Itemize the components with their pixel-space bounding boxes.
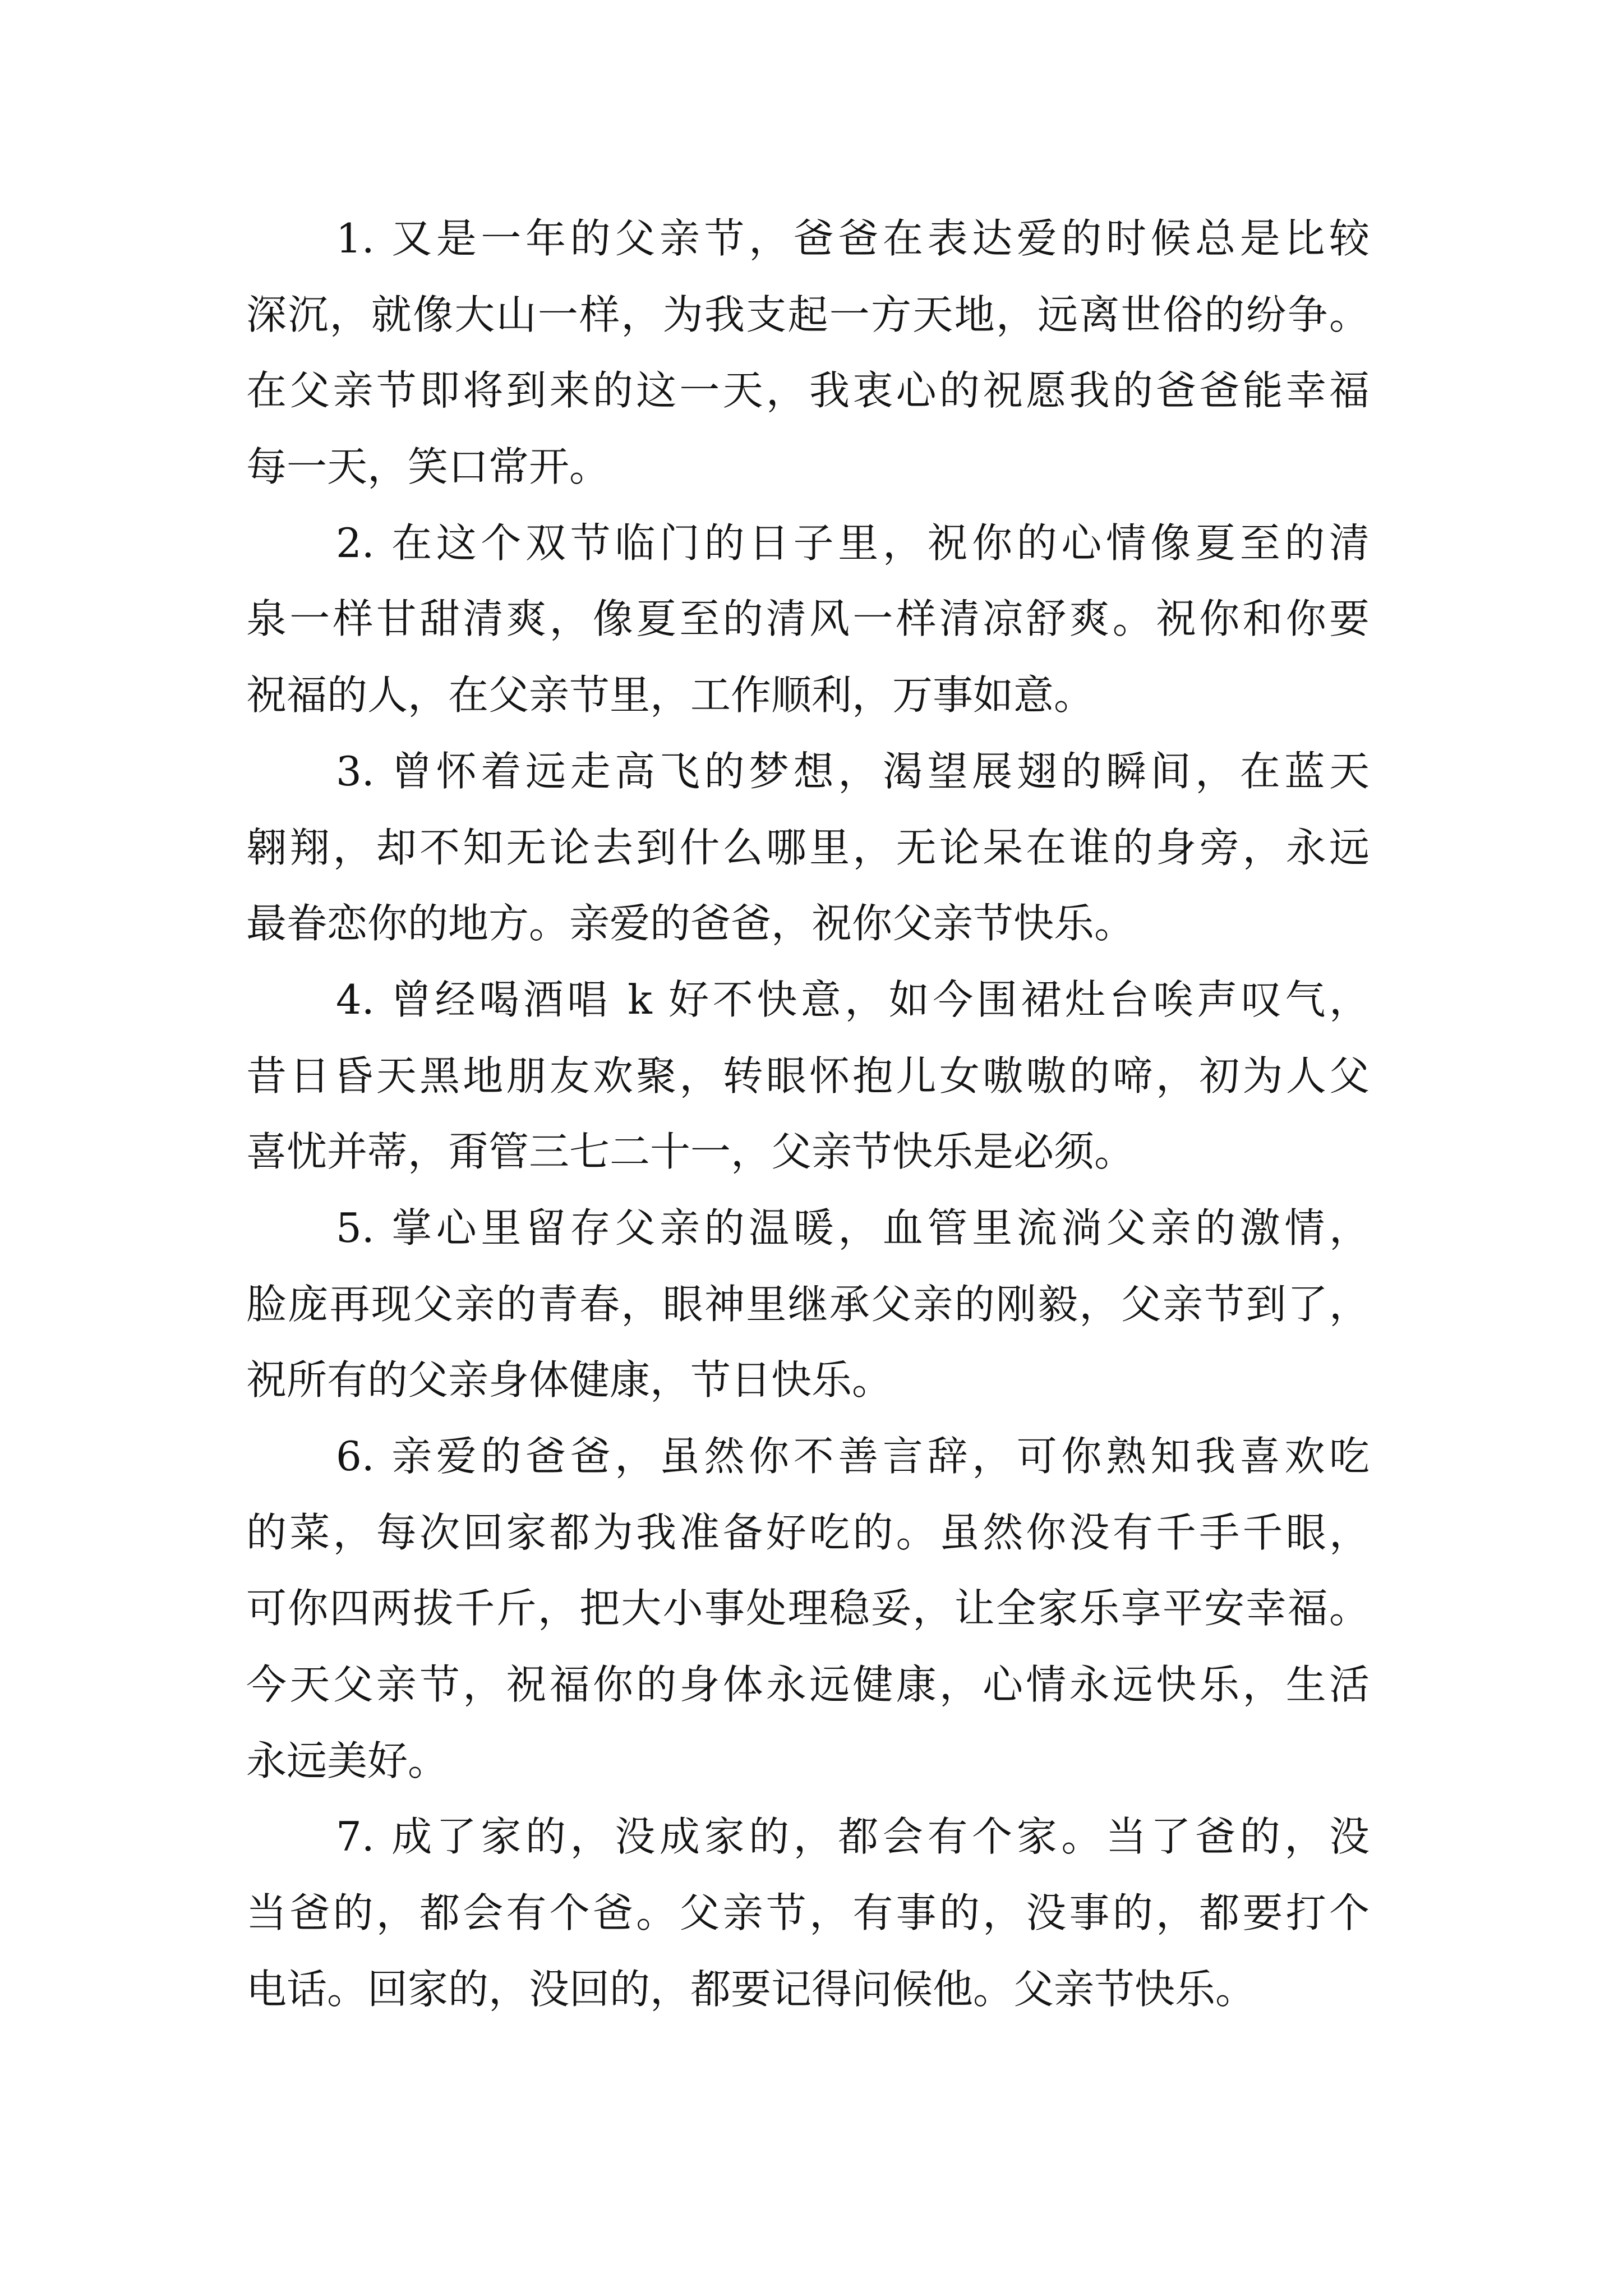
document-body <box>246 201 1370 2028</box>
paragraph-line: 泉一样甘甜清爽，像夏至的清风一样清凉舒爽。祝你和你要 <box>246 595 1370 643</box>
paragraph-line: 喜忧并蒂，甭管三七二十一，父亲节快乐是必须。 <box>246 1128 1135 1176</box>
paragraph-line: 1. 又是一年的父亲节，爸爸在表达爱的时候总是比较 <box>336 215 1370 262</box>
paragraph-5 <box>246 1190 1370 1419</box>
paragraph-6 <box>246 1419 1370 1799</box>
paragraph-line: 深沉，就像大山一样，为我支起一方天地，远离世俗的纷争。 <box>246 291 1370 338</box>
paragraph-line: 当爸的，都会有个爸。父亲节，有事的，没事的，都要打个 <box>246 1889 1370 1937</box>
paragraph-line: 6. 亲爱的爸爸，虽然你不善言辞，可你熟知我喜欢吃 <box>336 1433 1370 1480</box>
paragraph-3 <box>246 734 1370 962</box>
paragraph-line: 7. 成了家的，没成家的，都会有个家。当了爸的，没 <box>336 1813 1370 1861</box>
paragraph-4 <box>246 962 1370 1190</box>
paragraph-line: 今天父亲节，祝福你的身体永远健康，心情永远快乐，生活 <box>246 1661 1370 1709</box>
paragraph-line: 昔日昏天黑地朋友欢聚，转眼怀抱儿女嗷嗷的啼，初为人父 <box>246 1052 1370 1099</box>
paragraph-line: 2. 在这个双节临门的日子里，祝你的心情像夏至的清 <box>336 519 1370 567</box>
paragraph-line: 电话。回家的，没回的，都要记得问候他。父亲节快乐。 <box>246 1965 1256 2013</box>
paragraph-line: 在父亲节即将到来的这一天，我衷心的祝愿我的爸爸能幸福 <box>246 367 1370 415</box>
paragraph-line: 可你四两拔千斤，把大小事处理稳妥，让全家乐享平安幸福。 <box>246 1585 1370 1632</box>
paragraph-line: 4. 曾经喝酒唱 k 好不快意，如今围裙灶台唉声叹气， <box>336 976 1370 1023</box>
paragraph-line: 5. 掌心里留存父亲的温暖，血管里流淌父亲的激情， <box>336 1204 1370 1251</box>
paragraph-line: 永远美好。 <box>246 1737 449 1784</box>
paragraph-1 <box>246 201 1370 505</box>
paragraph-line: 最眷恋你的地方。亲爱的爸爸，祝你父亲节快乐。 <box>246 900 1135 947</box>
paragraph-line: 脸庞再现父亲的青春，眼神里继承父亲的刚毅，父亲节到了， <box>246 1280 1370 1328</box>
paragraph-line: 3. 曾怀着远走高飞的梦想，渴望展翅的瞬间，在蓝天 <box>336 747 1370 795</box>
paragraph-line: 的菜，每次回家都为我准备好吃的。虽然你没有千手千眼， <box>246 1508 1370 1556</box>
paragraph-7 <box>246 1799 1370 2027</box>
paragraph-2 <box>246 505 1370 734</box>
paragraph-line: 祝所有的父亲身体健康，节日快乐。 <box>246 1356 893 1404</box>
paragraph-line: 翱翔，却不知无论去到什么哪里，无论呆在谁的身旁，永远 <box>246 823 1370 871</box>
paragraph-line: 每一天，笑口常开。 <box>246 443 610 491</box>
paragraph-line: 祝福的人，在父亲节里，工作顺利，万事如意。 <box>246 671 1095 719</box>
